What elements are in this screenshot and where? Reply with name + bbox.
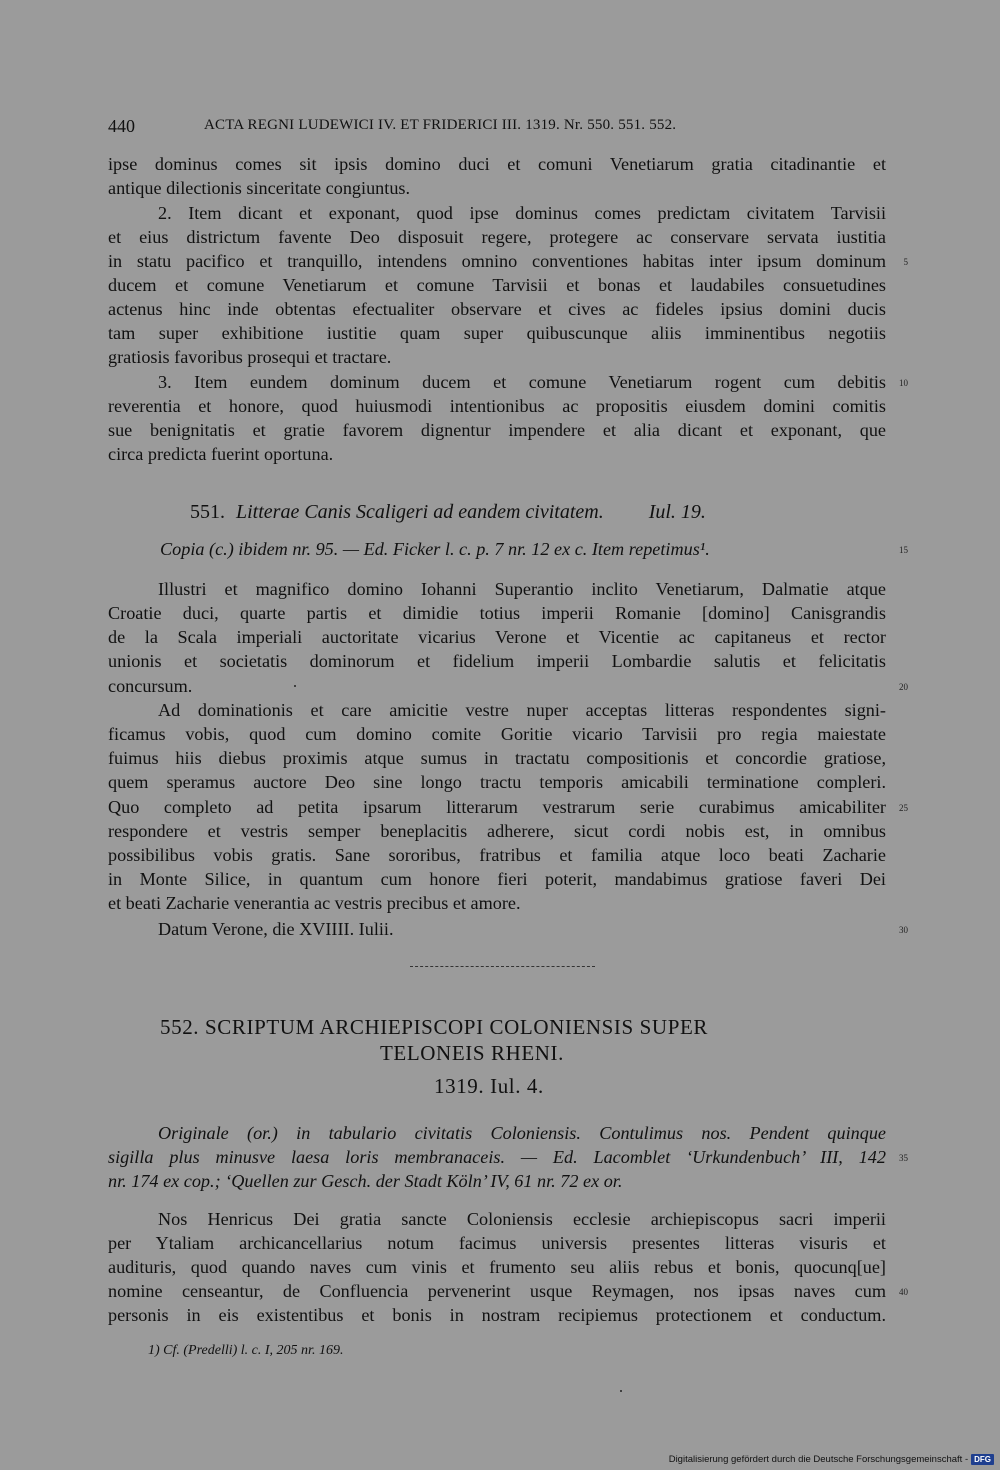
doc552-source-line: nr. 174 ex cop.; ‘Quellen zur Gesch. der Stadt Köln’ IV, 61 nr. 72 ex or. (108, 1171, 623, 1191)
doc551-heading (190, 501, 706, 523)
line-number: 30 (899, 925, 908, 935)
text-line: gratiosis favoribus prosequi et tractare. (108, 347, 392, 367)
doc552-source-line: sigilla plus minusve laesa loris membranaceis. — Ed. Lacomblet ‘Urkundenbuch’ III, 142 (108, 1147, 886, 1167)
text-line: et beati Zacharie venerantia ac vestris precibus et amore. (108, 893, 521, 913)
text-line: audituris, quod quando naves cum vinis et frumento seu aliis rebus et bonis, quocunq[ue] (108, 1257, 886, 1277)
text-line: concursum. (108, 676, 193, 696)
text-line: Ad dominationis et care amicitie vestre nuper acceptas litteras respondentes signi- (158, 700, 886, 720)
doc551-number: 551. (190, 501, 225, 523)
text-line: in statu pacifico et tranquillo, intendens omnino conventiones habitas inter ipsum dominum (108, 251, 886, 271)
text-line: circa predicta fuerint oportuna. (108, 444, 334, 464)
text-line: unionis et societatis dominorum et fidelium imperii Lombardie salutis et felicitatis (108, 651, 886, 671)
section-separator (410, 966, 595, 967)
text-line: Nos Henricus Dei gratia sancte Coloniensis ecclesie archiepiscopus sacri imperii (158, 1209, 886, 1229)
text-line: in Monte Silice, in quantum cum honore fieri poterit, mandabimus gratiose faveri Dei (108, 869, 886, 889)
doc552-title-line-2: TELONEIS RHENI. (380, 1041, 564, 1065)
doc551-date: Iul. 19. (648, 501, 706, 523)
text-line: quem speramus auctore Deo sine longo tractu temporis amicabili terminatione compleri. (108, 772, 886, 792)
text-line: et eius districtum favente Deo disposuit regere, protegere ac conservare servata iustitia (108, 227, 886, 247)
text-line: sue benignitatis et gratie favorem dignentur impendere et alia dicant et exponant, que (108, 420, 886, 440)
text-line: Croatie duci, quarte partis et dimidie totius imperii Romanie [domino] Canisgrandis (108, 603, 886, 623)
speck (620, 1390, 622, 1392)
doc551-source-note: Copia (c.) ibidem nr. 95. — Ed. Ficker l. c. p. 7 nr. 12 ex c. Item repetimus¹. (160, 539, 710, 559)
text-line: personis in eis existentibus et bonis in nostram recipiemus protectionem et conductum. (108, 1305, 886, 1325)
digitization-credit-text: Digitalisierung gefördert durch die Deutsche Forschungsgemeinschaft - (668, 1453, 969, 1465)
line-number: 35 (899, 1153, 908, 1163)
footnote: 1) Cf. (Predelli) l. c. I, 205 nr. 169. (148, 1343, 344, 1358)
doc552-date: 1319. Iul. 4. (434, 1074, 544, 1098)
text-line: reverentia et honore, quod huiusmodi intentionibus ac propositis eiusdem domini comitis (108, 396, 886, 416)
text-line: per Ytaliam archicancellarius notum facimus universis presentes litteras visuris et (108, 1233, 886, 1253)
line-number: 10 (899, 378, 908, 388)
running-title: ACTA REGNI LUDEWICI IV. ET FRIDERICI III. 1319. Nr. 550. 551. 552. (204, 117, 677, 133)
text-line: possibilibus vobis gratis. Sane sororibus, fratribus et familia atque loco beati Zacharie (108, 845, 886, 865)
doc552-source-line: Originale (or.) in tabulario civitatis Coloniensis. Contulimus nos. Pendent quinque (158, 1123, 886, 1143)
text-line: Datum Verone, die XVIIII. Iulii. (158, 919, 394, 939)
line-number: 5 (903, 257, 908, 267)
line-number: 40 (899, 1287, 908, 1297)
text-line: Illustri et magnifico domino Iohanni Superantio inclito Venetiarum, Dalmatie atque (158, 579, 886, 599)
line-number: 15 (899, 545, 908, 555)
text-line: antique dilectionis sinceritate congiuntus. (108, 178, 411, 198)
text-line: de la Scala imperiali auctoritate vicarius Verone et Vicentie ac capitaneus et rector (108, 627, 886, 647)
digitization-credit (604, 1452, 994, 1466)
text-line: ipse dominus comes sit ipsis domino duci et comuni Venetiarum gratia citadinantie et (108, 154, 886, 174)
speck (294, 685, 296, 687)
text-line: actenus hinc inde obtentas efectualiter observare et cives ac fideles ipsius domini ducis (108, 299, 886, 319)
text-line: 2. Item dicant et exponant, quod ipse dominus comes predictam civitatem Tarvisii (158, 203, 886, 223)
line-number: 25 (899, 803, 908, 813)
text-line: respondere et vestris semper beneplacitis adherere, sicut cordi nobis est, in omnibus (108, 821, 886, 841)
doc552-title-line-1: 552. SCRIPTUM ARCHIEPISCOPI COLONIENSIS SUPER (160, 1015, 709, 1039)
text-line: ducem et comune Venetiarum et comune Tarvisii et bonas et laudabiles consuetudines (108, 275, 886, 295)
text-line: nomine censeantur, de Confluencia pervenerint usque Reymagen, nos ipsas naves cum (108, 1281, 886, 1301)
doc551-title: Litterae Canis Scaligeri ad eandem civitatem. (236, 501, 604, 523)
page-number: 440 (108, 116, 135, 136)
text-line: ficamus vobis, quod cum domino comite Goritie vicario Tarvisii pro regia maiestate (108, 724, 886, 744)
text-line: 3. Item eundem dominum ducem et comune Venetiarum rogent cum debitis (158, 372, 886, 392)
text-line: Quo completo ad petita ipsarum litterarum vestrarum serie curabimus amicabiliter (108, 797, 886, 817)
text-line: tam super exhibitione iustitie quam super quibuscunque aliis imminentibus negotiis (108, 323, 886, 343)
dfg-logo: DFG (971, 1454, 994, 1465)
line-number: 20 (899, 682, 908, 692)
text-line: fuimus hiis diebus proximis atque sumus in tractatu compositionis et concordie gratiose, (108, 748, 886, 768)
